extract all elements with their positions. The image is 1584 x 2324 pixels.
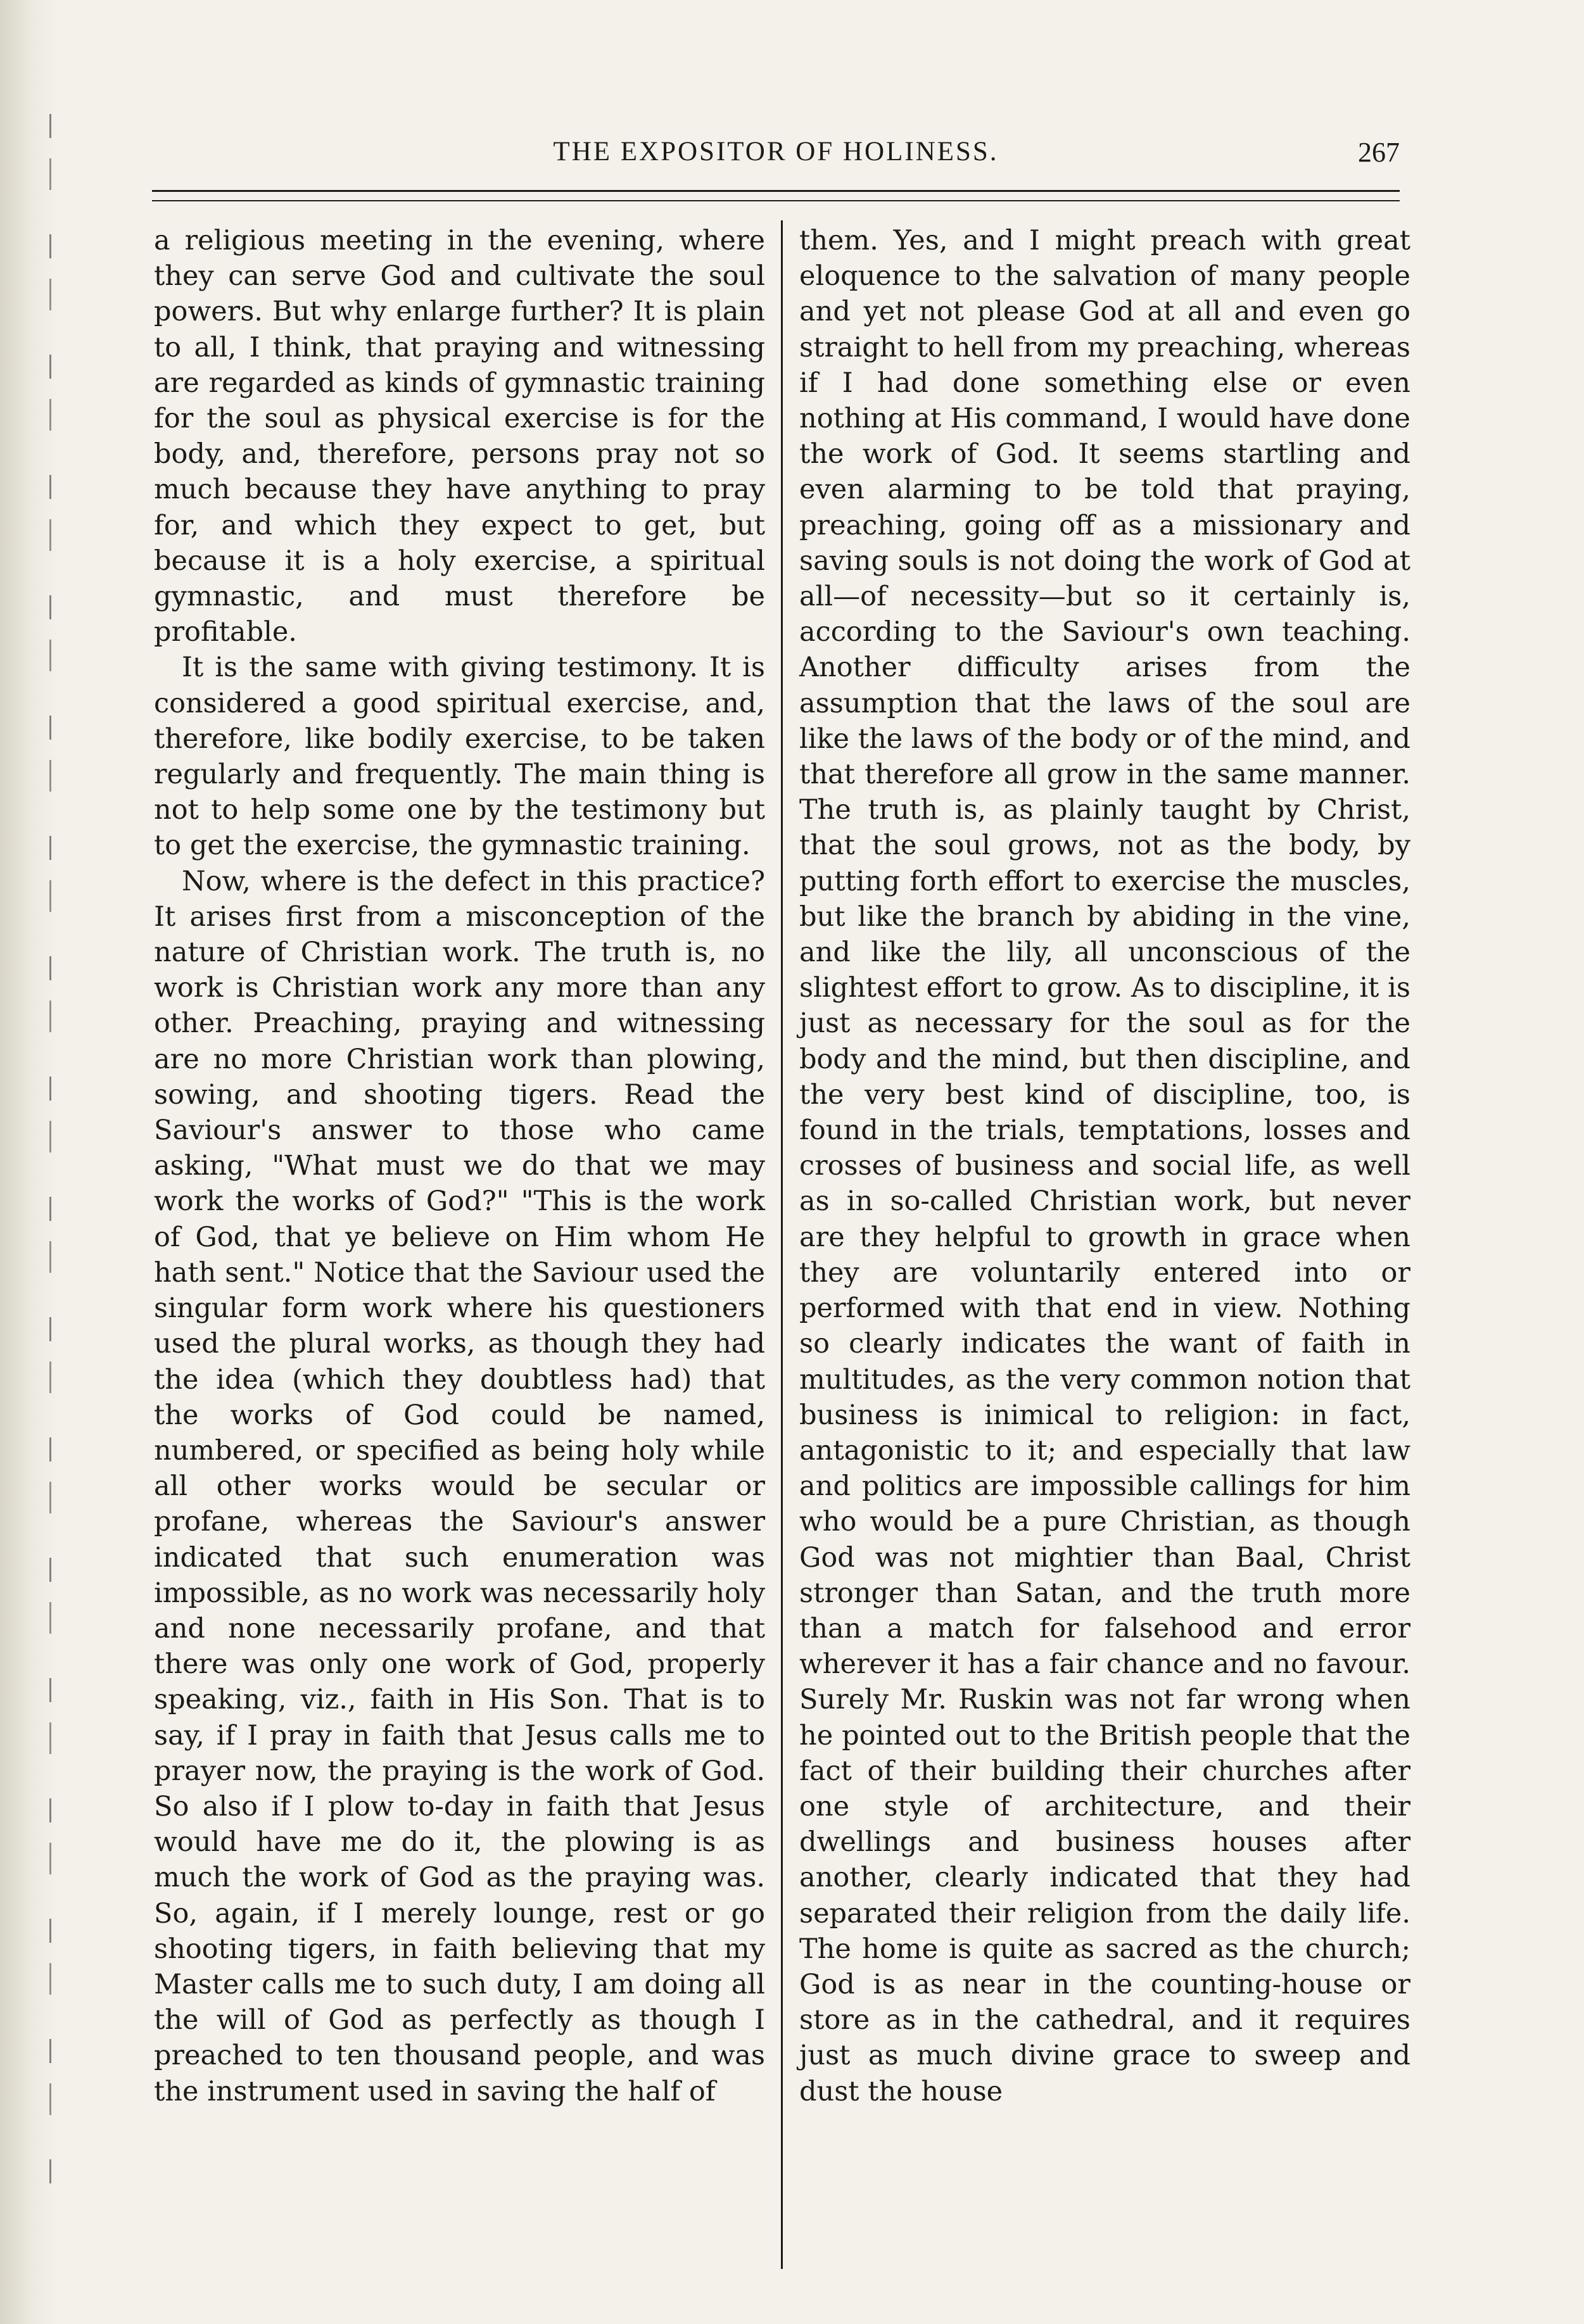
paragraph: them. Yes, and I might preach with great eloquence to the salvation of many people and yet not please God at all and even go straight to hell from my preaching, whereas if I had done something else or even nothing at His command, I would have done the work of God. It seems startling and even alarming to be told that praying, preaching, going off as a missionary and saving souls is not doing the work of God at all—of necessity—but so it certainly is, according to the Saviour's own teaching. Another difficulty arises from the assumption that the laws of the soul are like the laws of the body or of the mind, and that therefore all grow in the same manner. The truth is, as plainly taught by Christ, that the soul grows, not as the body, by putting forth effort to exercise the muscles, but like the branch by abiding in the vine, and like the lily, all unconscious of the slightest effort to grow. As to discipline, it is just as necessary for the soul as for the body and the mind, but then discipline, and the very best kind of discipline, too, is found in the trials, temptations, losses and crosses of business and social life, as well as in so-called Christian work, but never are they helpful to growth in grace when they are voluntarily entered into or performed with that end in view. Nothing so clearly indicates the want of faith in multitudes, as the very common notion that business is inimical to religion: in fact, antagonistic to it; and especially that law and politics are impossible callings for him who would be a pure Christian, as though God was not mightier than Baal, Christ stronger than Satan, and the truth more than a match for falsehood and error wherever it has a fair chance and no favour. Surely Mr. Ruskin was not far wrong when he pointed out to the British people that the fact of their building their churches after one style of architecture, and their dwellings and business houses after another, clearly indicated that they had separated their religion from the daily life. The home is quite as sacred as the church; God is as near in the counting-house or store as in the cathedral, and it requires just as much divine grace to sweep and dust the house	[799, 225, 1410, 2107]
paragraph: a religious meeting in the evening, where they can serve God and cultivate the soul powers. But why enlarge further? It is plain to all, I think, that praying and witnessing are regarded as kinds of gymnastic training for the soul as physical exercise is for the body, and, therefore, persons pray not so much because they have anything to pray for, and which they expect to get, but because it is a holy exercise, a spiritual gymnastic, and must therefore be profitable.	[154, 225, 765, 648]
page-binding-edge	[0, 0, 57, 2324]
journal-title: THE EXPOSITOR OF HOLINESS.	[553, 137, 999, 167]
header-rule-thick	[152, 190, 1400, 192]
left-column	[154, 223, 765, 2262]
page-number: 267	[1358, 137, 1400, 168]
binding-shadow	[49, 114, 51, 2204]
header-rule-thin	[152, 200, 1400, 201]
column-divider	[781, 220, 783, 2269]
right-column	[799, 223, 1410, 2262]
paragraph: It is the same with giving testimony. It is considered a good spiritual exercise, and, therefore, like bodily exercise, to be taken regularly and frequently. The main thing is not to help some one by the testimony but to get the exercise, the gymnastic training.	[154, 652, 765, 862]
running-head	[152, 136, 1400, 187]
paragraph: Now, where is the defect in this practice? It arises first from a misconception of the nature of Christian work. The truth is, no work is Christian work any more than any other. Preaching, praying and witnessing are no more Christian work than plowing, sowing, and shooting tigers. Read the Saviour's answer to those who came asking, "What must we do that we may work the works of God?" "This is the work of God, that ye believe on Him whom He hath sent." Notice that the Saviour used the singular form work where his questioners used the plural works, as though they had the idea (which they doubtless had) that the works of God could be named, numbered, or specified as being holy while all other works would be secular or profane, whereas the Saviour's answer indicated that such enumeration was impossible, as no work was necessarily holy and none necessarily profane, and that there was only one work of God, properly speaking, viz., faith in His Son. That is to say, if I pray in faith that Jesus calls me to prayer now, the praying is the work of God. So also if I plow to-day in faith that Jesus would have me do it, the plowing is as much the work of God as the praying was. So, again, if I merely lounge, rest or go shooting tigers, in faith believing that my Master calls me to such duty, I am doing all the will of God as perfectly as though I preached to ten thousand people, and was the instrument used in saving the half of	[154, 865, 765, 2107]
